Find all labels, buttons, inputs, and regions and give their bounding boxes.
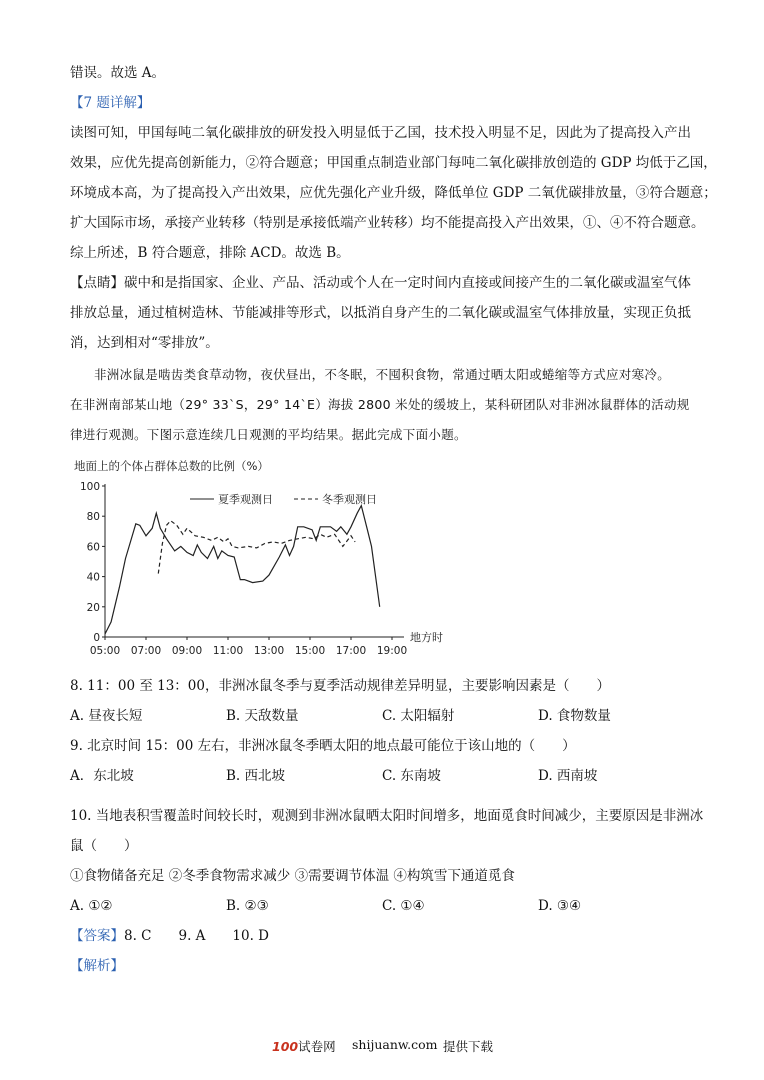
text-line: 读图可知，甲国每吨二氧化碳排放的研发投入明显低于乙国，技术投入明显不足，因此为了提高投入产出 <box>70 125 691 141</box>
y-tick-label: 20 <box>86 601 100 614</box>
activity-line-chart <box>70 458 490 660</box>
site-name: 试卷网 <box>298 1039 336 1054</box>
text-line: 扩大国际市场，承接产业转移（特别是承接低端产业转移）均不能提高投入产出效果，①、④不符合题意。 <box>70 215 705 231</box>
option-9c: C. 东南坡 <box>382 768 441 784</box>
x-tick-label: 17:00 <box>335 645 367 657</box>
option-10a: A. ①② <box>70 898 113 914</box>
option-9d: D. 西南坡 <box>538 768 598 784</box>
question-8: 8. 11：00 至 13：00，非洲冰鼠冬季与夏季活动规律差异明显，主要影响因素是（ ） <box>70 678 610 694</box>
stem-line: 律进行观测。下图示意连续几日观测的平均结果。据此完成下面小题。 <box>70 427 467 442</box>
question-10: 10. 当地表积雪覆盖时间较长时，观测到非洲冰鼠晒太阳时间增多，地面觅食时间减少，主要原因是非洲冰 <box>70 808 704 824</box>
analysis-label: 【解析】 <box>70 958 124 974</box>
chart-legend <box>190 492 377 506</box>
question-10-cont: 鼠（ ） <box>70 838 138 854</box>
x-tick-label: 11:00 <box>212 645 244 657</box>
option-9a: A．东北坡 <box>70 768 134 784</box>
answer-text: 8. C 9. A 10. D <box>124 928 270 944</box>
dianjing-label: 【点睛】 <box>70 275 124 291</box>
x-tick-label: 13:00 <box>253 645 285 657</box>
download-text: 提供下载 <box>443 1039 494 1054</box>
option-8d: D. 食物数量 <box>538 708 611 724</box>
option-10c: C. ①④ <box>382 898 425 914</box>
stem-line: 非洲冰鼠是啮齿类食草动物，夜伏昼出，不冬眠，不囤积食物，常通过晒太阳或蜷缩等方式应对寒冷。 <box>94 367 671 382</box>
text-line: 错误。故选 A。 <box>70 65 166 81</box>
section-heading: 【7 题详解】 <box>70 95 151 111</box>
text-line: 环境成本高，为了提高投入产出效果，应优先强化产业升级，降低单位 GDP 二氧优碳排放量，③符合题意； <box>70 185 717 201</box>
text-line <box>70 274 691 292</box>
y-tick-label: 0 <box>93 632 100 644</box>
series-line-winter <box>158 521 355 574</box>
x-tick-label: 19:00 <box>376 645 408 657</box>
series-line-summer <box>105 506 380 634</box>
option-8b: B. 天敌数量 <box>226 708 299 724</box>
y-tick-label: 100 <box>79 481 100 493</box>
option-10b: B. ②③ <box>226 898 269 914</box>
option-8c: C. 太阳辐射 <box>382 708 455 724</box>
x-tick-label: 09:00 <box>171 645 203 657</box>
chart-series <box>105 506 380 634</box>
y-tick-label: 80 <box>86 511 100 524</box>
text-line: 排放总量，通过植树造林、节能减排等形式，以抵消自身产生的二氧化碳或温室气体排放量，实现正负抵 <box>70 305 691 321</box>
chart-title: 地面上的个体占群体总数的比例（%） <box>74 459 269 473</box>
dianjing-text: 碳中和是指国家、企业、产品、活动或个人在一定时间内直接或间接产生的二氧化碳或温室气体 <box>124 275 691 291</box>
text-line: 消，达到相对“零排放”。 <box>70 335 219 351</box>
legend-label: 夏季观测日 <box>218 493 273 506</box>
footer-brand <box>272 1037 336 1055</box>
question-10-items: ①食物储备充足 ②冬季食物需求减少 ③需要调节体温 ④构筑雪下通道觅食 <box>70 868 515 884</box>
x-tick-label: 07:00 <box>130 645 162 657</box>
text-line: 综上所述，B 符合题意，排除 ACD。故选 B。 <box>70 245 350 261</box>
text-line: 效果，应优先提高创新能力，②符合题意；甲国重点制造业部门每吨二氧化碳排放创造的 GDP 均低于乙国， <box>70 155 717 171</box>
answer-label: 【答案】 <box>70 928 124 944</box>
site-logo: 100 <box>272 1039 299 1054</box>
site-url[interactable]: shijuanw.com <box>352 1037 438 1052</box>
option-8a: A. 昼夜长短 <box>70 708 143 724</box>
option-9b: B. 西北坡 <box>226 768 286 784</box>
x-axis-label: 地方时 <box>410 631 443 644</box>
stem-line: 在非洲南部某山地（29° 33`S，29° 14`E）海拔 2800 米处的缓坡上，某科研团队对非洲冰鼠群体的活动规 <box>70 397 690 412</box>
y-tick-label: 60 <box>86 541 100 554</box>
answer-line <box>70 927 269 945</box>
chart-axes <box>80 481 443 657</box>
x-tick-label: 15:00 <box>294 645 326 657</box>
legend-label: 冬季观测日 <box>322 493 377 506</box>
option-10d: D. ③④ <box>538 898 582 914</box>
question-9: 9. 北京时间 15：00 左右，非洲冰鼠冬季晒太阳的地点最可能位于该山地的（ ） <box>70 738 576 754</box>
x-tick-label: 05:00 <box>89 645 121 657</box>
y-tick-label: 40 <box>86 571 100 584</box>
